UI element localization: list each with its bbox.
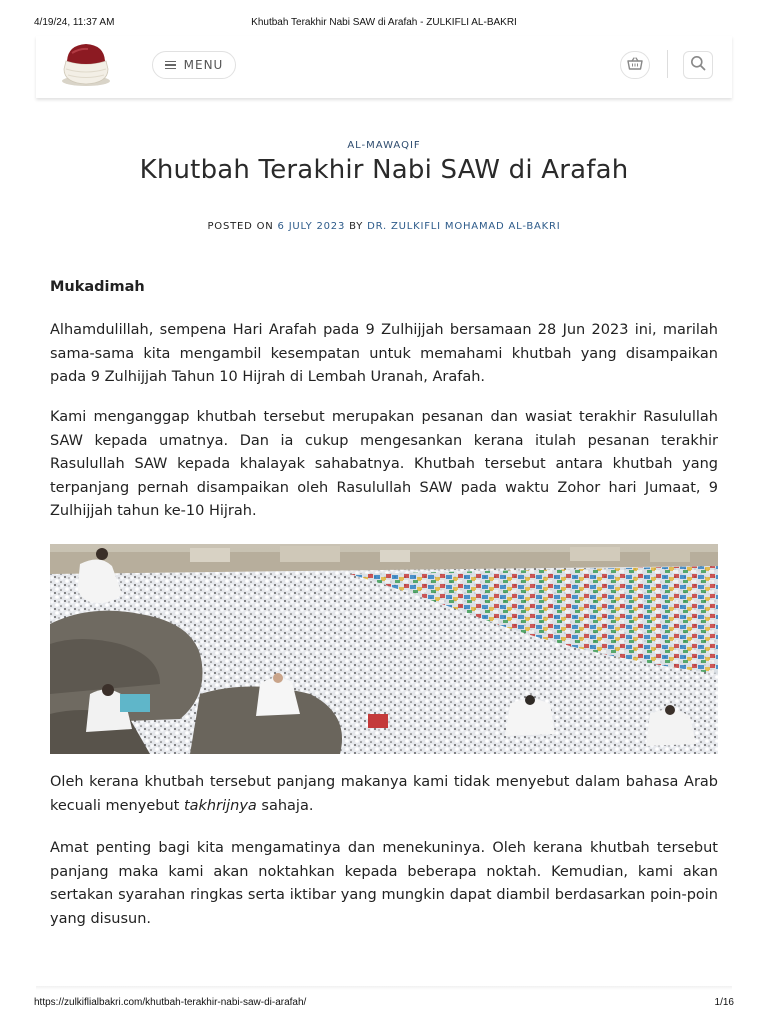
paragraph-text: sahaja. [256, 797, 314, 814]
search-icon [690, 55, 706, 75]
emphasis-term: takhrijnya [183, 797, 257, 814]
page-title: Khutbah Terakhir Nabi SAW di Arafah [139, 155, 629, 185]
paragraph: Amat penting bagi kita mengamatinya dan menekuninya. Oleh kerana khutbah tersebut panjang maka kami akan noktahkan kepada beberapa noktah. Kemudian, kami akan sertakan syarahan ringkas serta iktibar yang mungkin dapat diambil berdasarkan poin-poin yang disusun. [50, 840, 718, 927]
paragraph [50, 771, 718, 818]
paragraph: Kami menganggap khutbah tersebut merupakan pesanan dan wasiat terakhir Rasulullah SAW kepada umatnya. Dan ia cukup mengesankan kerana itulah pesanan terakhir Rasulullah SAW kepada khalayak sahabatnya. Khutbah tersebut antara khutbah yang terpanjang pernah disampaikan oleh Rasulullah SAW pada waktu Zohor hari Jumaat, 9 Zulhijjah tahun ke-10 Hijrah. [50, 409, 718, 519]
posted-on-label: POSTED ON [207, 221, 274, 232]
post-meta [0, 221, 768, 232]
logo-cap-icon[interactable] [58, 39, 114, 89]
by-label: BY [349, 221, 364, 232]
print-header [0, 17, 768, 29]
paragraph-text: Oleh kerana khutbah tersebut panjang makanya kami tidak menyebut dalam bahasa Arab kecuali menyebut [50, 774, 718, 814]
print-datetime: 4/19/24, 11:37 AM [34, 17, 115, 28]
menu-button[interactable] [152, 51, 236, 79]
paragraph: Alhamdulillah, sempena Hari Arafah pada 9 Zulhijjah bersamaan 28 Jun 2023 ini, marilah sama-sama kita mengambil kesempatan untuk memahami khutbah yang disampaikan pada 9 Zulhijjah Tahun 10 Hijrah di Lembah Uranah, Arafah. [50, 322, 718, 385]
print-doc-title: Khutbah Terakhir Nabi SAW di Arafah - ZULKIFLI AL-BAKRI [251, 17, 517, 28]
page-bottom-shadow [36, 986, 732, 990]
print-url: https://zulkiflialbakri.com/khutbah-terakhir-nabi-saw-di-arafah/ [34, 997, 307, 1008]
print-page-number: 1/16 [714, 997, 734, 1008]
site-header [36, 36, 732, 98]
menu-bars-icon [165, 61, 176, 70]
print-footer [0, 997, 768, 1009]
menu-label: MENU [183, 58, 224, 72]
header-divider [667, 50, 668, 78]
author-link[interactable]: DR. ZULKIFLI MOHAMAD AL-BAKRI [367, 221, 561, 232]
post-category[interactable]: AL-MAWAQIF [347, 140, 421, 151]
search-button[interactable] [683, 51, 713, 79]
post-date-link[interactable]: 6 JULY 2023 [277, 221, 346, 232]
section-heading: Mukadimah [50, 279, 145, 295]
cart-button[interactable] [620, 51, 650, 79]
cart-icon [627, 56, 643, 75]
arafah-crowd-photo [50, 544, 718, 754]
